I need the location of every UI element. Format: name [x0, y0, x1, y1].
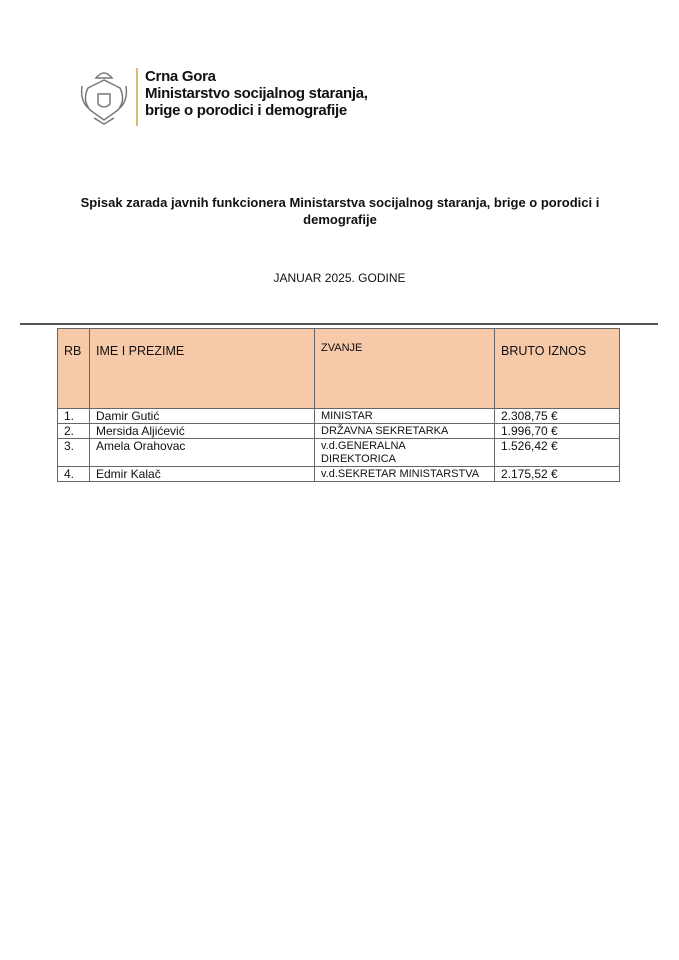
ministry-header: [145, 68, 368, 119]
cell-rb: 1.: [58, 409, 90, 424]
cell-name: Edmir Kalač: [90, 467, 315, 482]
cell-name: Mersida Aljićević: [90, 424, 315, 439]
column-header-rb: RB: [58, 329, 90, 409]
cell-title: DRŽAVNA SEKRETARKA: [315, 424, 495, 439]
cell-rb: 2.: [58, 424, 90, 439]
table-row: [58, 439, 620, 467]
cell-title: MINISTAR: [315, 409, 495, 424]
cell-title: v.d.GENERALNA DIREKTORICA: [315, 439, 495, 467]
cell-name: Damir Gutić: [90, 409, 315, 424]
country-name: Crna Gora: [145, 68, 216, 85]
coat-of-arms-logo: [78, 66, 130, 126]
document-period: JANUAR 2025. GODINE: [273, 271, 406, 285]
salary-table: [57, 328, 620, 482]
table-row: [58, 424, 620, 439]
table-row: [58, 409, 620, 424]
cell-rb: 3.: [58, 439, 90, 467]
table-row: [58, 467, 620, 482]
cell-amount: 2.308,75 €: [495, 409, 620, 424]
cell-rb: 4.: [58, 467, 90, 482]
cell-amount: 1.526,42 €: [495, 439, 620, 467]
cell-title: v.d.SEKRETAR MINISTARSTVA: [315, 467, 495, 482]
cell-amount: 2.175,52 €: [495, 467, 620, 482]
ministry-name-line2: brige o porodici i demografije: [145, 102, 347, 119]
column-header-name: IME I PREZIME: [90, 329, 315, 409]
column-header-amount: BRUTO IZNOS: [495, 329, 620, 409]
column-header-title: ZVANJE: [315, 329, 495, 409]
horizontal-rule: [20, 323, 658, 325]
document-title: Spisak zarada javnih funkcionera Ministarstva socijalnog staranja, brige o porodici i demografije: [80, 195, 600, 227]
table-header-row: [58, 329, 620, 409]
header-divider: [136, 68, 138, 126]
cell-name: Amela Orahovac: [90, 439, 315, 467]
ministry-name-line1: Ministarstvo socijalnog staranja,: [145, 85, 368, 102]
cell-amount: 1.996,70 €: [495, 424, 620, 439]
